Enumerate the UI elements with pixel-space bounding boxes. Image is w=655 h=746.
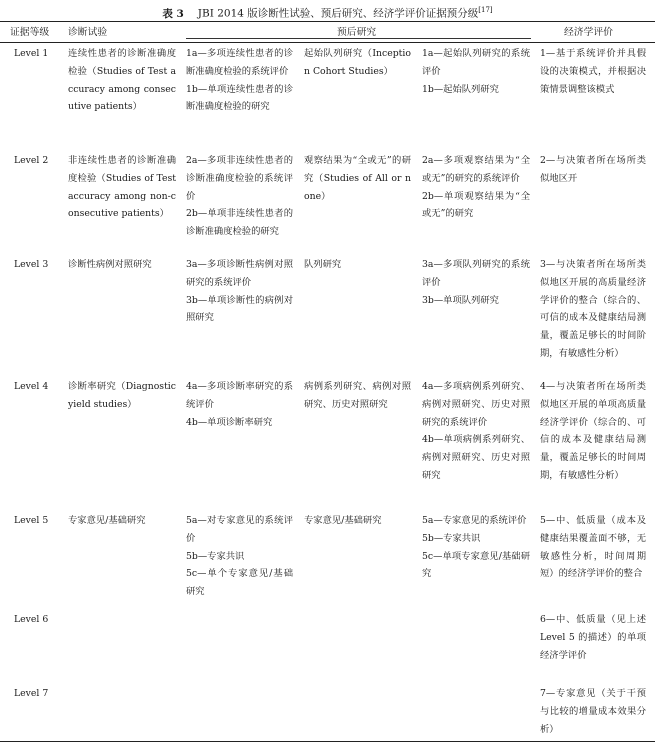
level-cell: Level 5 [14, 515, 49, 526]
level-cell: Level 6 [14, 614, 49, 625]
header-level: 证据等级 [10, 27, 50, 38]
header-economic: 经济学评价 [564, 27, 613, 38]
diagnostic-design-cell: 诊断性病例对照研究 [68, 259, 152, 270]
diagnostic-item: 2b—单项非连续性患者的诊断准确度检验的研究 [186, 208, 293, 238]
economic-cell: 6—中、低质量（见上述 Level 5 的描述）的单项经济学评价 [540, 614, 646, 661]
top-rule [0, 21, 655, 22]
diagnostic-items-cell [186, 45, 293, 116]
diagnostic-items-cell [186, 378, 293, 431]
level-cell: Level 1 [14, 48, 49, 59]
diagnostic-design-cell: 诊断率研究（Diagnostic yield studies） [68, 381, 176, 410]
header-diagnostic: 诊断试验 [68, 27, 108, 38]
diagnostic-item: 1a—多项连续性患者的诊断准确度检验的系统评价 [186, 48, 293, 77]
level-cell: Level 2 [14, 155, 49, 166]
diagnostic-design-cell: 专家意见/基础研究 [68, 515, 146, 526]
table-number: 表 3 [162, 7, 184, 20]
diagnostic-design-cell: 连续性患者的诊断准确度检验（Studies of Test accuracy among consecutive patients） [68, 48, 176, 113]
diagnostic-item: 5c—单个专家意见/基础研究 [186, 568, 293, 598]
prognosis-design-cell: 观察结果为“全或无”的研究（Studies of All or none） [304, 155, 411, 202]
diagnostic-item: 5b—专家共识 [186, 550, 245, 562]
prognosis-design-cell: 起始队列研究（Inception Cohort Studies） [304, 48, 411, 77]
prognosis-item: 1a—起始队列研究的系统评价 [422, 48, 530, 77]
prognosis-item: 5b—专家共识 [422, 532, 481, 544]
economic-cell: 3—与决策者所在场所类似地区开展的高质量经济学评价的整合（综合的、可信的成本及健康结局测量，覆盖足够长的时间阶期，有敏感性分析） [540, 259, 646, 359]
economic-cell: 7—专家意见（关于干预与比较的增量成本效果分析） [540, 688, 646, 735]
prognosis-design-cell: 专家意见/基础研究 [304, 515, 382, 526]
diagnostic-item: 4b—单项诊断率研究 [186, 416, 273, 428]
economic-cell: 1—基于系统评价并具假设的决策模式，并根据决策情景调整该模式 [540, 48, 646, 95]
prognosis-item: 3a—多项队列研究的系统评价 [422, 259, 530, 288]
prognosis-item: 3b—单项队列研究 [422, 294, 499, 306]
prognosis-items-cell [422, 45, 530, 98]
diagnostic-item: 2a—多项非连续性患者的诊断准确度检验的系统评价 [186, 155, 293, 202]
prognosis-item: 4a—多项病例系列研究、病例对照研究、历史对照研究的系统评价 [422, 381, 530, 428]
prognosis-items-cell [422, 378, 530, 485]
diagnostic-item: 4a—多项诊断率研究的系统评价 [186, 381, 293, 410]
prognosis-item: 5c—单项专家意见/基础研究 [422, 550, 530, 580]
prognosis-items-cell [422, 256, 530, 309]
diagnostic-item: 1b—单项连续性患者的诊断准确度检验的研究 [186, 83, 293, 113]
prognosis-design-cell: 队列研究 [304, 259, 342, 270]
diagnostic-items-cell [186, 512, 293, 601]
header-rule [0, 42, 655, 43]
level-cell: Level 4 [14, 381, 49, 392]
table-title: JBI 2014 版诊断性试验、预后研究、经济学评价证据预分级 [197, 7, 479, 20]
table-ref: [17] [478, 6, 493, 14]
bottom-rule [0, 741, 655, 742]
diagnostic-item: 3a—多项诊断性病例对照研究的系统评价 [186, 259, 293, 288]
header-prognosis: 预后研究 [337, 27, 377, 38]
prognosis-item: 1b—起始队列研究 [422, 83, 499, 95]
table-caption [0, 3, 655, 21]
prognosis-items-cell [422, 512, 530, 583]
economic-cell: 4—与决策者所在场所类似地区开展的单项高质量经济学评价（综合的、可信的成本及健康结局测量，覆盖足够长的时间周期，有敏感性分析） [540, 381, 646, 481]
prognosis-item: 2b—单项观察结果为“全或无”的研究 [422, 190, 530, 220]
diagnostic-items-cell [186, 152, 293, 241]
prognosis-items-cell [422, 152, 530, 223]
prognosis-item: 4b—单项病例系列研究、病例对照研究、历史对照研究 [422, 434, 530, 481]
prognosis-design-cell: 病例系列研究、病例对照研究、历史对照研究 [304, 381, 411, 410]
diagnostic-item: 5a—对专家意见的系统评价 [186, 515, 293, 544]
diagnostic-items-cell [186, 256, 293, 327]
economic-cell: 2—与决策者所在场所类似地区开 [540, 155, 646, 184]
economic-cell: 5—中、低质量（成本及健康结果覆盖面不够，无敏感性分析，时间周期短）的经济学评价的整合 [540, 515, 646, 580]
diagnostic-item: 3b—单项诊断性的病例对照研究 [186, 294, 293, 324]
prognosis-item: 2a—多项观察结果为“全或无”的研究的系统评价 [422, 155, 530, 184]
prognosis-item: 5a—专家意见的系统评价 [422, 515, 527, 526]
level-cell: Level 7 [14, 688, 49, 699]
level-cell: Level 3 [14, 259, 49, 270]
diagnostic-design-cell: 非连续性患者的诊断准确度检验（Studies of Test accuracy among non-consecutive patients） [68, 155, 176, 220]
